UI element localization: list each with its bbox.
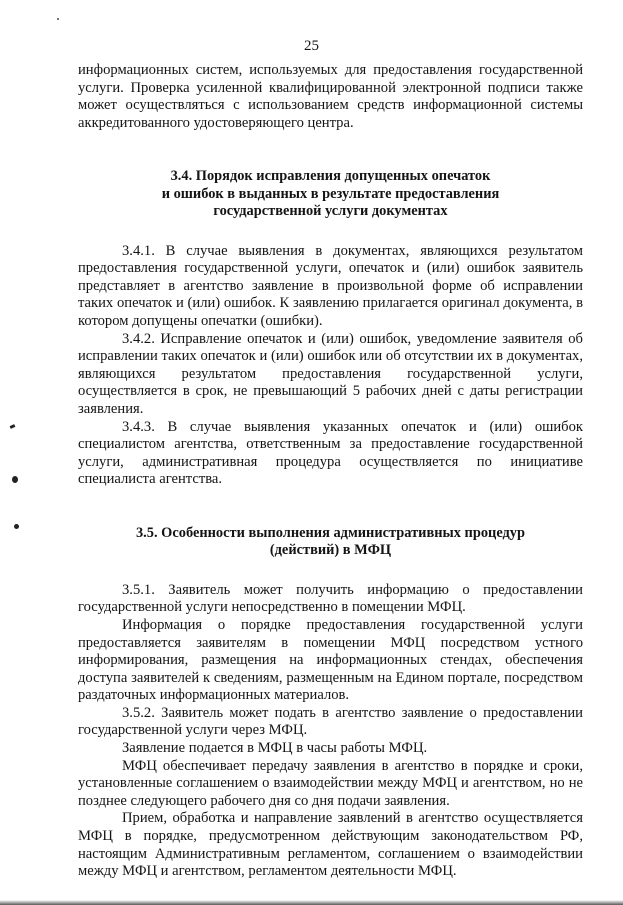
paragraph-information: Информация о порядке предоставления государственной услуги предоставляется заявителям в помещении МФЦ посредством устного информирования, размещения на информационных стендах, обеспечения доступа заявителей к сведениям, размещенным на Едином портале, посредством раздаточных информационных материалов. (78, 616, 583, 704)
margin-mark (10, 424, 16, 429)
heading-line: 3.4. Порядок исправления допущенных опечаток (170, 168, 491, 185)
section-3-5-heading (78, 525, 583, 560)
paragraph-3-4-3: 3.4.3. В случае выявления указанных опечаток и (или) ошибок специалистом агентства, ответственным за предоставление государственной услуги, административная процедура осуществляется по инициативе специалиста агентства. (78, 418, 583, 488)
heading-line: 3.5. Особенности выполнения административных процедур (135, 524, 526, 541)
spacer (78, 132, 583, 168)
paragraph-3-4-1: 3.4.1. В случае выявления в документах, являющихся результатом предоставления государственной услуги, опечаток и (или) ошибок заявитель представляет в агентство заявление в произвольной форме об исправлении таких опечаток и (или) ошибок. К заявлению прилагается оригинал документа, в котором допущены опечатки (ошибки). (78, 242, 583, 329)
page-number: 25 (304, 38, 319, 54)
spacer (78, 560, 583, 582)
heading-line: и ошибок в выданных в результате предоставления (161, 185, 500, 202)
heading-line: государственной услуги документах (213, 203, 448, 220)
scan-speck (57, 18, 59, 20)
page-content (78, 62, 583, 881)
scan-bottom-edge (0, 900, 623, 905)
paragraph-3-5-1: 3.5.1. Заявитель может получить информацию о предоставлении государственной услуги непосредственно в помещении МФЦ. (78, 581, 583, 616)
paragraph-hours: Заявление подается в МФЦ в часы работы МФЦ. (122, 740, 428, 757)
paragraph-3-4-2: 3.4.2. Исправление опечаток и (или) ошибок, уведомление заявителя об исправлении таких опечаток и (или) ошибок или об отсутствии их в документах, являющихся результатом предоставления государственной услуги, осуществляется в срок, не превышающий 5 рабочих дней с даты регистрации заявления. (78, 330, 583, 417)
paragraph-processing: Прием, обработка и направление заявлений в агентство осуществляется МФЦ в порядке, предусмотренном действующим законодательством РФ, настоящим Административным регламентом, соглашением о взаимодействии между МФЦ и агентством, регламентом деятельности МФЦ. (78, 810, 583, 880)
spacer (78, 489, 583, 525)
margin-mark (12, 476, 18, 483)
heading-line: (действий) в МФЦ (269, 542, 392, 559)
intro-paragraph: информационных систем, используемых для предоставления государственной услуги. Проверка усиленной квалифицированной электронной подписи также может осуществляться с использованием средств информационной системы аккредитованного удостоверяющего центра. (78, 62, 583, 131)
spacer (78, 221, 583, 243)
paragraph-3-5-2: 3.5.2. Заявитель может подать в агентство заявление о предоставлении государственной услуги через МФЦ. (78, 704, 583, 739)
section-3-4-heading (78, 168, 583, 220)
margin-mark (14, 524, 19, 529)
paragraph-transfer: МФЦ обеспечивает передачу заявления в агентство в порядке и сроки, установленные соглашением о взаимодействии между МФЦ и агентством, но не позднее следующего рабочего дня со дня подачи заявления. (78, 757, 583, 809)
